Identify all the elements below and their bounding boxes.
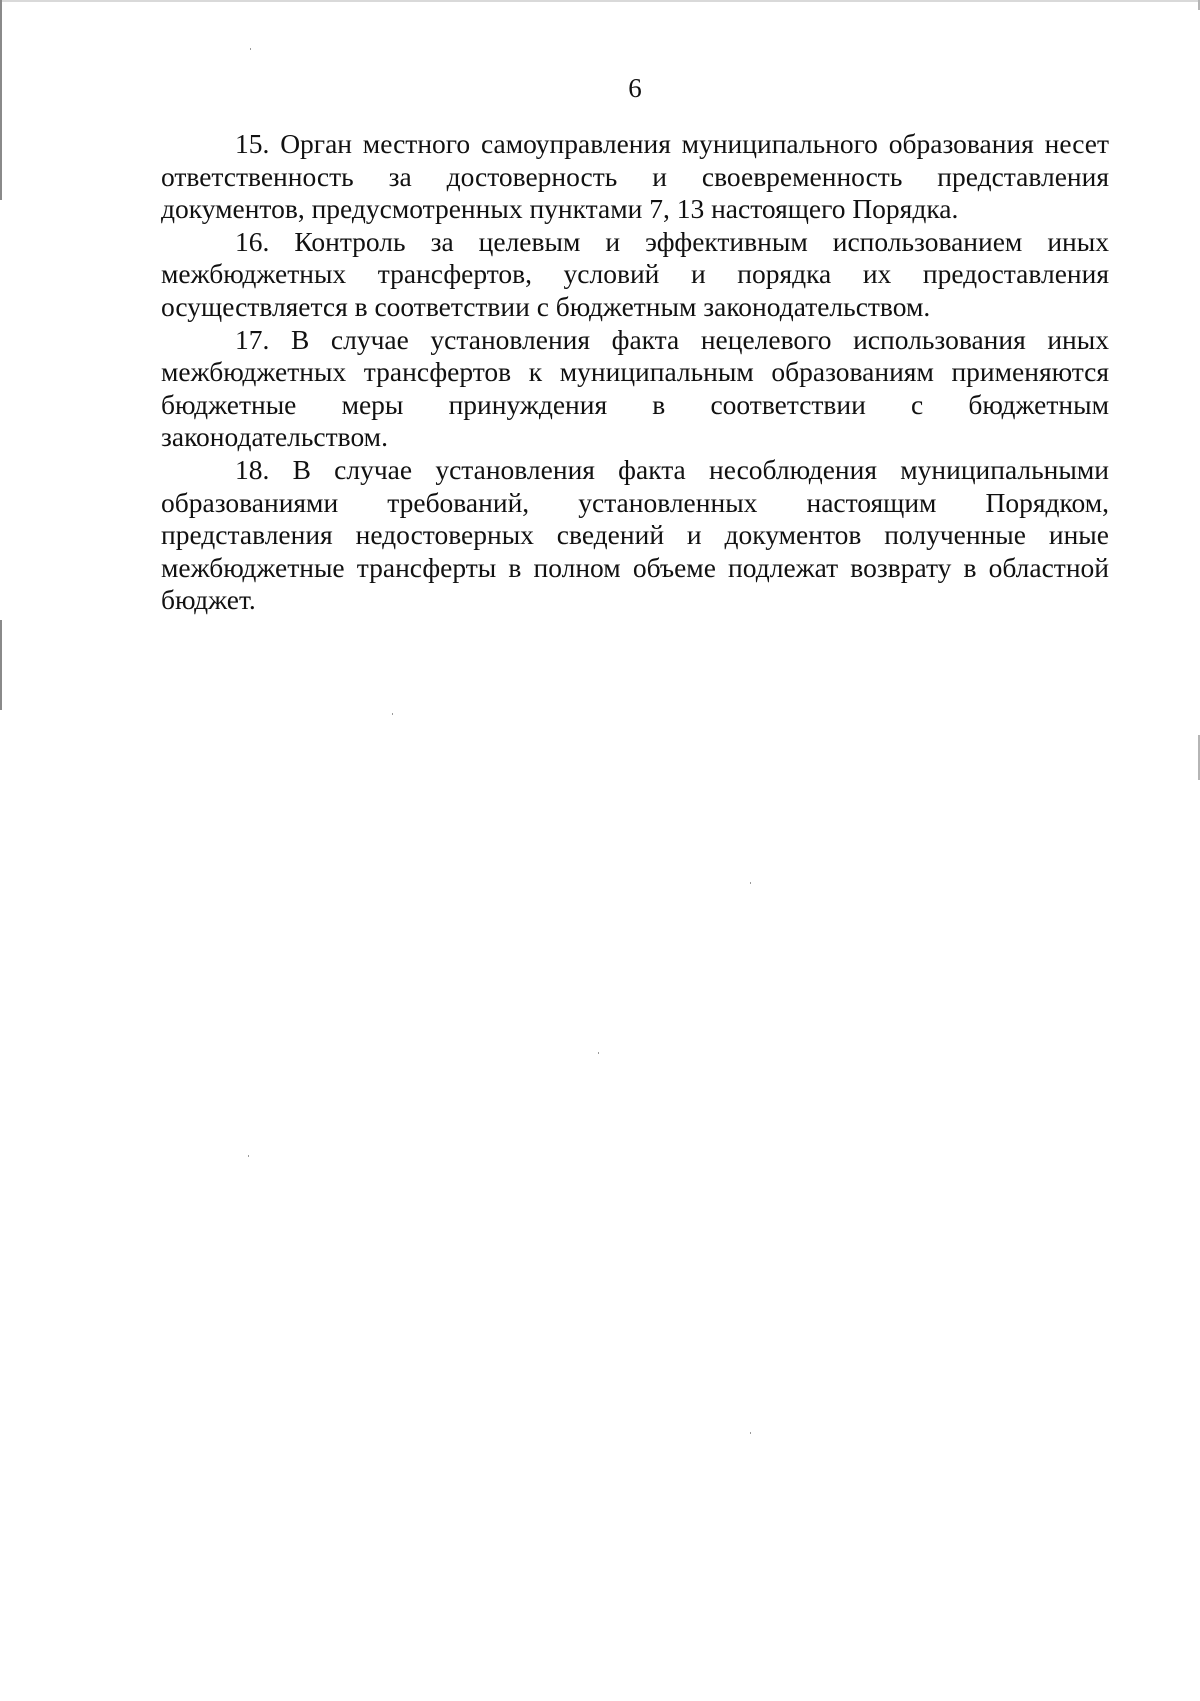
document-body [161,128,1109,617]
paragraph-18: 18. В случае установления факта несоблюдения муниципальными образованиями требований, установленных настоящим Порядком, представления недостоверных сведений и документов полученные иные межбюджетные трансферты в полном объеме подлежат возврату в областной бюджет. [161,453,1109,616]
scan-speck [392,713,393,715]
paragraph-15: 15. Орган местного самоуправления муниципального образования несет ответственность за достоверность и своевременность представления документов, предусмотренных пунктами 7, 13 настоящего Порядка. [161,128,1109,225]
scan-speck [248,1155,249,1157]
scan-edge-top [0,0,1200,2]
scan-speck [750,882,751,884]
paragraph-16: 16. Контроль за целевым и эффективным использованием иных межбюджетных трансфертов, условий и порядка их предоставления осуществляется в соответствии с бюджетным законодательством. [161,225,1109,322]
paragraph-17: 17. В случае установления факта нецелевого использования иных межбюджетных трансфертов к муниципальным образованиям применяются бюджетные меры принуждения в соответствии с бюджетным законодательством. [161,323,1109,453]
scan-speck [750,1432,751,1434]
scan-speck [250,48,251,50]
scan-speck [598,1052,599,1054]
scan-edge-left-lower [0,620,2,710]
page-number: 6 [628,73,642,103]
